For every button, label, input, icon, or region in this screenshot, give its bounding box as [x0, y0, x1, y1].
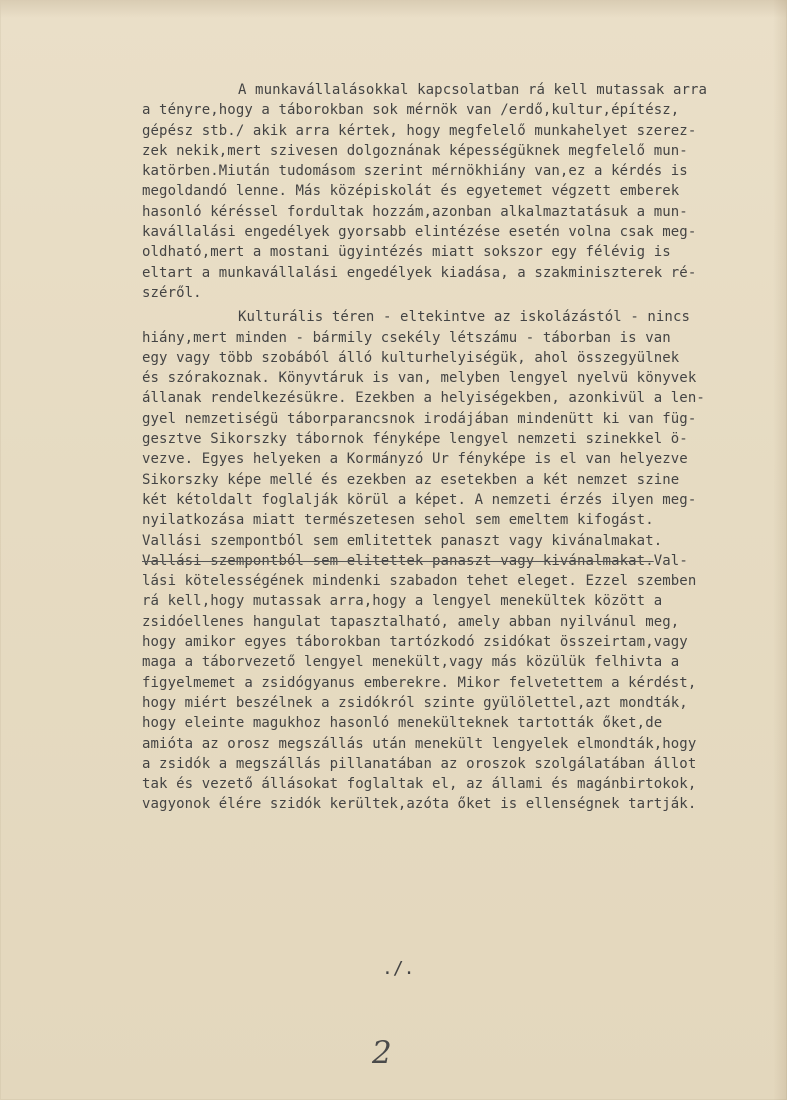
paragraph-1-line-4: zek nekik,mert szivesen dolgoznának képességüknek megfelelő mun- — [142, 142, 688, 159]
paragraph-1-line-3: gépész stb./ akik arra kértek, hogy megfelelő munkahelyet szerez- — [142, 122, 697, 139]
paragraph-2-after-2: rá kell,hogy mutassak arra,hogy a lengyel menekültek között a — [142, 593, 663, 610]
paragraph-1-line-10: eltart a munkavállalási engedélyek kiadása, a szakminiszterek ré- — [142, 264, 697, 281]
paragraph-2-line-11: nyilatkozása miatt természetesen sehol sem emeltem kifogást. — [142, 512, 654, 529]
paragraph-2-line-12: Vallási szempontból sem emlitettek panaszt vagy kivánalmakat. — [142, 532, 663, 549]
paragraph-2-line-10: két kétoldalt foglalják körül a képet. A nemzeti érzés ilyen meg- — [142, 491, 697, 508]
paragraph-2-after-6: figyelmemet a zsidógyanus emberekre. Mikor felvetettem a kérdést, — [142, 674, 697, 691]
paragraph-2-after-9: amióta az orosz megszállás után menekült lengyelek elmondták,hogy — [142, 735, 697, 752]
paragraph-2-line-6: gyel nemzetiségü táborparancsnok irodájában mindenütt ki van füg- — [142, 410, 697, 427]
paragraph-2-line-9: Sikorszky képe mellé és ezekben az esetekben a két nemzet szine — [142, 471, 680, 488]
struck-line-continuation: Val- — [653, 552, 688, 569]
paragraph-1-line-2: a tényre,hogy a táborokban sok mérnök van /erdő,kultur,építész, — [142, 102, 680, 119]
paragraph-2-line-3: egy vagy több szobából álló kulturhelyiségük, ahol összegyülnek — [142, 349, 680, 366]
paragraph-2-line-2: hiány,mert minden - bármily csekély létszámu - táborban is van — [142, 329, 671, 346]
paragraph-2-after-5: maga a táborvezető lengyel menekült,vagy más közülük felhivta a — [142, 654, 680, 671]
paragraph-2-line-4: és szórakoznak. Könyvtáruk is van, melyben lengyel nyelvü könyvek — [142, 370, 697, 387]
paragraph-1-line-11: széről. — [142, 284, 202, 301]
document-body — [142, 80, 782, 815]
struck-line-row — [142, 551, 782, 571]
end-mark: ./. — [382, 958, 415, 979]
paragraph-2-after-1: lási kötelességének mindenki szabadon tehet eleget. Ezzel szemben — [142, 573, 697, 590]
paper-top-edge — [0, 0, 787, 18]
paragraph-2-after-3: zsidóellenes hangulat tapasztalható, amely abban nyilvánul meg, — [142, 613, 680, 630]
paragraph-1-line-8: kavállalási engedélyek gyorsabb elintézése esetén volna csak meg- — [142, 224, 697, 241]
paragraph-1-line-5: katörben.Miután tudomásom szerint mérnökhiány van,ez a kérdés is — [142, 163, 688, 180]
paragraph-2-after-7: hogy miért beszélnek a zsidókról szinte gyülölettel,azt mondták, — [142, 694, 688, 711]
paragraph-1-line-9: oldható,mert a mostani ügyintézés miatt sokszor egy félévig is — [142, 244, 671, 261]
struck-line-text: Vallási szempontból sem elitettek panaszt vagy kivánalmakat. — [142, 552, 654, 569]
paragraph-1-line-1: A munkavállalásokkal kapcsolatban rá kell mutassak arra — [238, 82, 708, 98]
paragraph-2-line-5: állanak rendelkezésükre. Ezekben a helyiségekben, azonkivül a len- — [142, 390, 705, 407]
paragraph-2-after-12: vagyonok élére szidók kerültek,azóta őket is ellenségnek tartják. — [142, 796, 697, 813]
paragraph-2-after-10: a zsidók a megszállás pillanatában az oroszok szolgálatában állot — [142, 755, 697, 772]
page-number: 2 — [372, 1035, 392, 1071]
paragraph-1-line-7: hasonló kéréssel fordultak hozzám,azonban alkalmaztatásuk a mun- — [142, 203, 688, 220]
paragraph-2-line-1: Kulturális téren - eltekintve az iskolázástól - nincs — [238, 309, 691, 326]
paragraph-2-line-8: vezve. Egyes helyeken a Kormányzó Ur fényképe is el van helyezve — [142, 451, 688, 468]
paragraph-2-after-4: hogy amikor egyes táborokban tartózkodó zsidókat összeirtam,vagy — [142, 634, 688, 651]
paragraph-2-after-8: hogy eleinte magukhoz hasonló menekülteknek tartották őket,de — [142, 715, 663, 732]
paragraph-2-after-11: tak és vezető állásokat foglaltak el, az állami és magánbirtokok, — [142, 776, 697, 793]
paragraph-2-line-7: gesztve Sikorszky tábornok fényképe lengyel nemzeti szinekkel ö- — [142, 431, 688, 448]
paragraph-1-line-6: megoldandó lenne. Más középiskolát és egyetemet végzett emberek — [142, 183, 680, 200]
